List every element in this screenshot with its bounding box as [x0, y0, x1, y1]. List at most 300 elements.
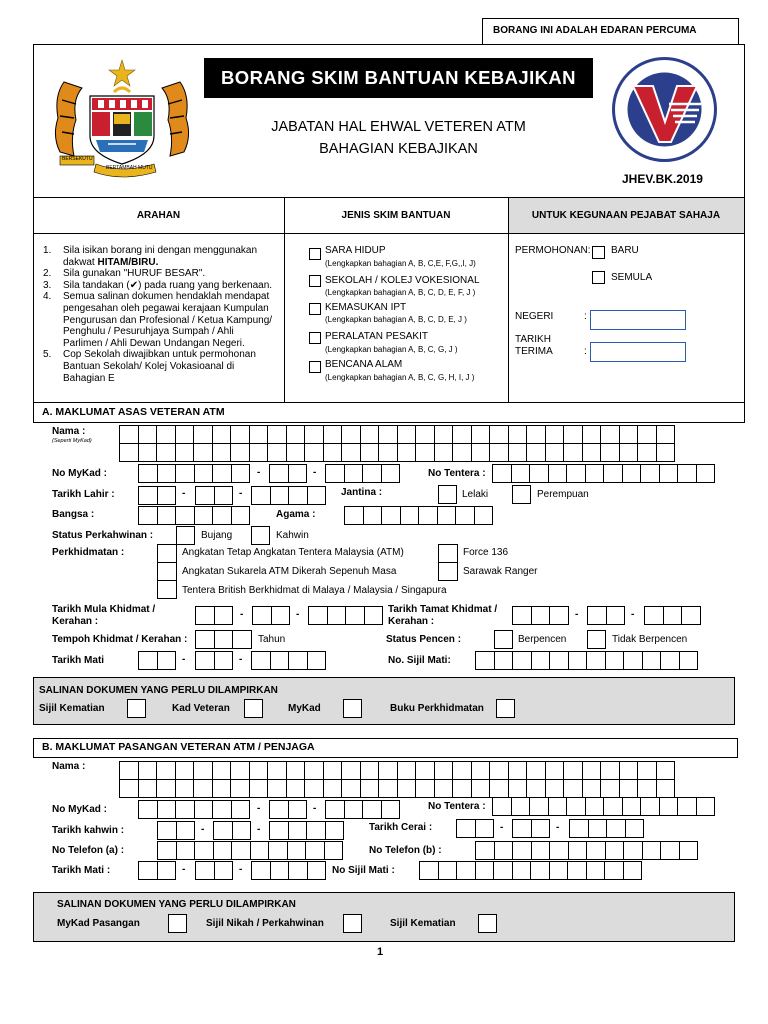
char-box[interactable]: [600, 425, 620, 444]
char-box[interactable]: [194, 506, 214, 525]
char-box[interactable]: [267, 779, 287, 798]
char-box[interactable]: [679, 841, 699, 860]
sijil-mati-boxes[interactable]: [475, 651, 698, 670]
negeri-field[interactable]: [590, 310, 686, 330]
char-box[interactable]: [512, 819, 532, 838]
char-box[interactable]: [157, 486, 177, 505]
char-box[interactable]: [195, 651, 215, 670]
char-box[interactable]: [489, 761, 509, 780]
char-box[interactable]: [492, 797, 512, 816]
char-box[interactable]: [214, 606, 234, 625]
char-box[interactable]: [214, 630, 234, 649]
char-box[interactable]: [344, 506, 364, 525]
char-box[interactable]: [437, 506, 457, 525]
char-box[interactable]: [637, 779, 657, 798]
char-box[interactable]: [452, 443, 472, 462]
char-box[interactable]: [157, 580, 177, 599]
b-sijil-mati-boxes[interactable]: [419, 861, 642, 880]
char-box[interactable]: [212, 506, 232, 525]
char-box[interactable]: [325, 821, 345, 840]
char-box[interactable]: [231, 464, 251, 483]
char-box[interactable]: [341, 425, 361, 444]
char-box[interactable]: [230, 443, 250, 462]
char-box[interactable]: [475, 819, 495, 838]
char-box[interactable]: [213, 841, 233, 860]
char-box[interactable]: [549, 651, 569, 670]
char-box[interactable]: [363, 506, 383, 525]
doc-mykad-pasangan-checkbox[interactable]: [168, 914, 187, 933]
nama-boxes-row-2[interactable]: [119, 443, 675, 462]
char-box[interactable]: [600, 761, 620, 780]
char-box[interactable]: [548, 797, 568, 816]
char-box[interactable]: [230, 425, 250, 444]
char-box[interactable]: [494, 651, 514, 670]
char-box[interactable]: [508, 425, 528, 444]
char-box[interactable]: [175, 443, 195, 462]
char-box[interactable]: [232, 821, 252, 840]
char-box[interactable]: [360, 425, 380, 444]
char-box[interactable]: [286, 443, 306, 462]
char-box[interactable]: [232, 630, 252, 649]
char-box[interactable]: [605, 841, 625, 860]
char-box[interactable]: [586, 861, 606, 880]
char-box[interactable]: [434, 779, 454, 798]
char-box[interactable]: [642, 651, 662, 670]
char-box[interactable]: [249, 443, 269, 462]
char-box[interactable]: [606, 606, 626, 625]
char-box[interactable]: [492, 464, 512, 483]
tentera-boxes[interactable]: [492, 464, 715, 483]
char-box[interactable]: [249, 761, 269, 780]
b-mykad-boxes-2[interactable]: [269, 800, 307, 819]
char-box[interactable]: [138, 651, 158, 670]
char-box[interactable]: [415, 443, 435, 462]
lahir-month-boxes[interactable]: [195, 486, 233, 505]
char-box[interactable]: [582, 443, 602, 462]
char-box[interactable]: [660, 841, 680, 860]
char-box[interactable]: [600, 779, 620, 798]
char-box[interactable]: [119, 443, 139, 462]
char-box[interactable]: [378, 761, 398, 780]
char-box[interactable]: [508, 779, 528, 798]
scheme-checkbox-sara-hidup[interactable]: [309, 248, 321, 260]
b-tentera-boxes[interactable]: [492, 797, 715, 816]
char-box[interactable]: [119, 779, 139, 798]
kahwin-checkbox[interactable]: [251, 526, 270, 545]
char-box[interactable]: [531, 819, 551, 838]
char-box[interactable]: [249, 425, 269, 444]
char-box[interactable]: [267, 425, 287, 444]
char-box[interactable]: [251, 861, 271, 880]
char-box[interactable]: [230, 779, 250, 798]
char-box[interactable]: [362, 464, 382, 483]
char-box[interactable]: [637, 761, 657, 780]
kahwin-year-boxes[interactable]: [269, 821, 344, 840]
char-box[interactable]: [603, 464, 623, 483]
tamat-month-boxes[interactable]: [587, 606, 625, 625]
lelaki-checkbox[interactable]: [438, 485, 457, 504]
char-box[interactable]: [566, 464, 586, 483]
char-box[interactable]: [637, 443, 657, 462]
char-box[interactable]: [644, 606, 664, 625]
char-box[interactable]: [344, 800, 364, 819]
char-box[interactable]: [434, 761, 454, 780]
char-box[interactable]: [452, 779, 472, 798]
tidak-berpencen-checkbox[interactable]: [587, 630, 606, 649]
char-box[interactable]: [475, 651, 495, 670]
char-box[interactable]: [512, 606, 532, 625]
char-box[interactable]: [471, 761, 491, 780]
char-box[interactable]: [434, 425, 454, 444]
char-box[interactable]: [545, 443, 565, 462]
mykad-boxes-1[interactable]: [138, 464, 250, 483]
char-box[interactable]: [230, 761, 250, 780]
char-box[interactable]: [489, 425, 509, 444]
char-box[interactable]: [545, 779, 565, 798]
char-box[interactable]: [214, 651, 234, 670]
char-box[interactable]: [308, 606, 328, 625]
char-box[interactable]: [418, 506, 438, 525]
scheme-checkbox-bencana[interactable]: [309, 361, 321, 373]
char-box[interactable]: [194, 464, 214, 483]
char-box[interactable]: [474, 506, 494, 525]
char-box[interactable]: [364, 606, 384, 625]
char-box[interactable]: [304, 425, 324, 444]
char-box[interactable]: [195, 861, 215, 880]
char-box[interactable]: [381, 464, 401, 483]
char-box[interactable]: [659, 464, 679, 483]
char-box[interactable]: [452, 425, 472, 444]
mati-year-boxes[interactable]: [251, 651, 326, 670]
char-box[interactable]: [567, 861, 587, 880]
char-box[interactable]: [157, 464, 177, 483]
char-box[interactable]: [696, 464, 716, 483]
char-box[interactable]: [471, 779, 491, 798]
char-box[interactable]: [622, 797, 642, 816]
char-box[interactable]: [529, 464, 549, 483]
char-box[interactable]: [563, 443, 583, 462]
char-box[interactable]: [378, 779, 398, 798]
char-box[interactable]: [323, 779, 343, 798]
char-box[interactable]: [286, 425, 306, 444]
char-box[interactable]: [327, 606, 347, 625]
char-box[interactable]: [212, 425, 232, 444]
doc-mykad-checkbox[interactable]: [343, 699, 362, 718]
char-box[interactable]: [586, 841, 606, 860]
char-box[interactable]: [471, 425, 491, 444]
char-box[interactable]: [642, 841, 662, 860]
char-box[interactable]: [323, 761, 343, 780]
char-box[interactable]: [588, 819, 608, 838]
char-box[interactable]: [270, 651, 290, 670]
b-mykad-boxes-1[interactable]: [138, 800, 250, 819]
char-box[interactable]: [304, 443, 324, 462]
char-box[interactable]: [305, 841, 325, 860]
char-box[interactable]: [656, 761, 676, 780]
char-box[interactable]: [157, 800, 177, 819]
perkhidmatan-checkboxes[interactable]: [157, 544, 177, 599]
char-box[interactable]: [456, 819, 476, 838]
char-box[interactable]: [545, 425, 565, 444]
char-box[interactable]: [157, 861, 177, 880]
char-box[interactable]: [397, 425, 417, 444]
char-box[interactable]: [569, 819, 589, 838]
char-box[interactable]: [175, 800, 195, 819]
char-box[interactable]: [606, 819, 626, 838]
b-mati-month-boxes[interactable]: [195, 861, 233, 880]
tamat-year-boxes[interactable]: [644, 606, 701, 625]
char-box[interactable]: [677, 797, 697, 816]
char-box[interactable]: [176, 841, 196, 860]
char-box[interactable]: [511, 797, 531, 816]
char-box[interactable]: [156, 443, 176, 462]
char-box[interactable]: [157, 562, 177, 581]
scheme-checkbox-ipt[interactable]: [309, 303, 321, 315]
char-box[interactable]: [531, 841, 551, 860]
char-box[interactable]: [323, 425, 343, 444]
char-box[interactable]: [623, 841, 643, 860]
nama-boxes-row-1[interactable]: [119, 425, 675, 444]
char-box[interactable]: [438, 562, 458, 581]
char-box[interactable]: [415, 779, 435, 798]
char-box[interactable]: [397, 761, 417, 780]
char-box[interactable]: [157, 651, 177, 670]
char-box[interactable]: [341, 761, 361, 780]
char-box[interactable]: [195, 486, 215, 505]
char-box[interactable]: [249, 779, 269, 798]
char-box[interactable]: [250, 841, 270, 860]
char-box[interactable]: [138, 861, 158, 880]
char-box[interactable]: [526, 761, 546, 780]
mula-year-boxes[interactable]: [308, 606, 383, 625]
char-box[interactable]: [269, 821, 289, 840]
char-box[interactable]: [251, 486, 271, 505]
char-box[interactable]: [526, 443, 546, 462]
char-box[interactable]: [231, 800, 251, 819]
lahir-day-boxes[interactable]: [138, 486, 176, 505]
char-box[interactable]: [288, 486, 308, 505]
kahwin-day-boxes[interactable]: [157, 821, 195, 840]
char-box[interactable]: [341, 443, 361, 462]
char-box[interactable]: [270, 861, 290, 880]
doc-buku-perkhidmatan-checkbox[interactable]: [496, 699, 515, 718]
char-box[interactable]: [605, 651, 625, 670]
char-box[interactable]: [212, 779, 232, 798]
char-box[interactable]: [677, 464, 697, 483]
char-box[interactable]: [138, 443, 158, 462]
telefon-a-boxes[interactable]: [157, 841, 343, 860]
char-box[interactable]: [563, 761, 583, 780]
char-box[interactable]: [212, 761, 232, 780]
char-box[interactable]: [475, 861, 495, 880]
char-box[interactable]: [549, 861, 569, 880]
char-box[interactable]: [659, 797, 679, 816]
cerai-month-boxes[interactable]: [512, 819, 550, 838]
bujang-checkbox[interactable]: [176, 526, 195, 545]
char-box[interactable]: [176, 821, 196, 840]
berpencen-checkbox[interactable]: [494, 630, 513, 649]
char-box[interactable]: [568, 841, 588, 860]
char-box[interactable]: [568, 651, 588, 670]
char-box[interactable]: [362, 800, 382, 819]
cerai-day-boxes[interactable]: [456, 819, 494, 838]
char-box[interactable]: [508, 443, 528, 462]
char-box[interactable]: [681, 606, 701, 625]
char-box[interactable]: [288, 821, 308, 840]
char-box[interactable]: [475, 841, 495, 860]
char-box[interactable]: [193, 761, 213, 780]
char-box[interactable]: [138, 800, 158, 819]
char-box[interactable]: [586, 651, 606, 670]
char-box[interactable]: [623, 651, 643, 670]
char-box[interactable]: [270, 486, 290, 505]
char-box[interactable]: [508, 761, 528, 780]
char-box[interactable]: [549, 841, 569, 860]
char-box[interactable]: [156, 779, 176, 798]
char-box[interactable]: [548, 464, 568, 483]
char-box[interactable]: [456, 861, 476, 880]
char-box[interactable]: [269, 464, 289, 483]
char-box[interactable]: [251, 651, 271, 670]
char-box[interactable]: [526, 779, 546, 798]
char-box[interactable]: [138, 425, 158, 444]
char-box[interactable]: [214, 486, 234, 505]
char-box[interactable]: [212, 800, 232, 819]
char-box[interactable]: [679, 651, 699, 670]
char-box[interactable]: [582, 761, 602, 780]
char-box[interactable]: [434, 443, 454, 462]
char-box[interactable]: [325, 464, 345, 483]
tempoh-boxes[interactable]: [195, 630, 252, 649]
mati-month-boxes[interactable]: [195, 651, 233, 670]
char-box[interactable]: [323, 443, 343, 462]
char-box[interactable]: [119, 425, 139, 444]
char-box[interactable]: [252, 606, 272, 625]
char-box[interactable]: [637, 425, 657, 444]
char-box[interactable]: [512, 651, 532, 670]
char-box[interactable]: [138, 506, 158, 525]
char-box[interactable]: [119, 761, 139, 780]
char-box[interactable]: [288, 651, 308, 670]
char-box[interactable]: [268, 841, 288, 860]
char-box[interactable]: [656, 779, 676, 798]
char-box[interactable]: [531, 606, 551, 625]
char-box[interactable]: [640, 797, 660, 816]
char-box[interactable]: [138, 779, 158, 798]
char-box[interactable]: [286, 779, 306, 798]
char-box[interactable]: [304, 761, 324, 780]
char-box[interactable]: [585, 464, 605, 483]
lahir-year-boxes[interactable]: [251, 486, 326, 505]
char-box[interactable]: [193, 425, 213, 444]
char-box[interactable]: [325, 800, 345, 819]
char-box[interactable]: [438, 544, 458, 563]
telefon-b-boxes[interactable]: [475, 841, 698, 860]
char-box[interactable]: [156, 761, 176, 780]
char-box[interactable]: [175, 779, 195, 798]
char-box[interactable]: [341, 779, 361, 798]
scheme-checkbox-peralatan[interactable]: [309, 332, 321, 344]
char-box[interactable]: [452, 761, 472, 780]
char-box[interactable]: [213, 821, 233, 840]
char-box[interactable]: [304, 779, 324, 798]
char-box[interactable]: [156, 425, 176, 444]
char-box[interactable]: [378, 425, 398, 444]
char-box[interactable]: [381, 800, 401, 819]
kahwin-month-boxes[interactable]: [213, 821, 251, 840]
char-box[interactable]: [267, 761, 287, 780]
char-box[interactable]: [400, 506, 420, 525]
char-box[interactable]: [603, 797, 623, 816]
char-box[interactable]: [138, 464, 158, 483]
char-box[interactable]: [288, 861, 308, 880]
char-box[interactable]: [360, 761, 380, 780]
doc-sijil-kematian-checkbox[interactable]: [127, 699, 146, 718]
char-box[interactable]: [660, 651, 680, 670]
char-box[interactable]: [582, 779, 602, 798]
char-box[interactable]: [378, 443, 398, 462]
char-box[interactable]: [600, 443, 620, 462]
doc-b-sijil-kematian-checkbox[interactable]: [478, 914, 497, 933]
char-box[interactable]: [193, 779, 213, 798]
doc-kad-veteran-checkbox[interactable]: [244, 699, 263, 718]
char-box[interactable]: [324, 841, 344, 860]
char-box[interactable]: [663, 606, 683, 625]
char-box[interactable]: [157, 506, 177, 525]
char-box[interactable]: [530, 861, 550, 880]
char-box[interactable]: [512, 861, 532, 880]
mula-month-boxes[interactable]: [252, 606, 290, 625]
char-box[interactable]: [212, 464, 232, 483]
char-box[interactable]: [582, 425, 602, 444]
char-box[interactable]: [193, 443, 213, 462]
char-box[interactable]: [194, 800, 214, 819]
char-box[interactable]: [656, 425, 676, 444]
b-mati-day-boxes[interactable]: [138, 861, 176, 880]
char-box[interactable]: [195, 630, 215, 649]
char-box[interactable]: [625, 819, 645, 838]
char-box[interactable]: [526, 425, 546, 444]
char-box[interactable]: [231, 841, 251, 860]
mykad-boxes-3[interactable]: [325, 464, 400, 483]
char-box[interactable]: [696, 797, 716, 816]
char-box[interactable]: [287, 841, 307, 860]
char-box[interactable]: [157, 544, 177, 563]
char-box[interactable]: [212, 443, 232, 462]
char-box[interactable]: [619, 779, 639, 798]
b-nama-boxes-row-2[interactable]: [119, 779, 675, 798]
char-box[interactable]: [231, 506, 251, 525]
char-box[interactable]: [175, 464, 195, 483]
char-box[interactable]: [549, 606, 569, 625]
char-box[interactable]: [175, 425, 195, 444]
perkhidmatan-checkboxes-2[interactable]: [438, 544, 458, 581]
cerai-year-boxes[interactable]: [569, 819, 644, 838]
char-box[interactable]: [471, 443, 491, 462]
char-box[interactable]: [566, 797, 586, 816]
char-box[interactable]: [288, 800, 308, 819]
char-box[interactable]: [214, 861, 234, 880]
char-box[interactable]: [656, 443, 676, 462]
char-box[interactable]: [271, 606, 291, 625]
char-box[interactable]: [415, 425, 435, 444]
char-box[interactable]: [138, 761, 158, 780]
char-box[interactable]: [619, 443, 639, 462]
char-box[interactable]: [175, 761, 195, 780]
char-box[interactable]: [267, 443, 287, 462]
mati-day-boxes[interactable]: [138, 651, 176, 670]
char-box[interactable]: [307, 861, 327, 880]
